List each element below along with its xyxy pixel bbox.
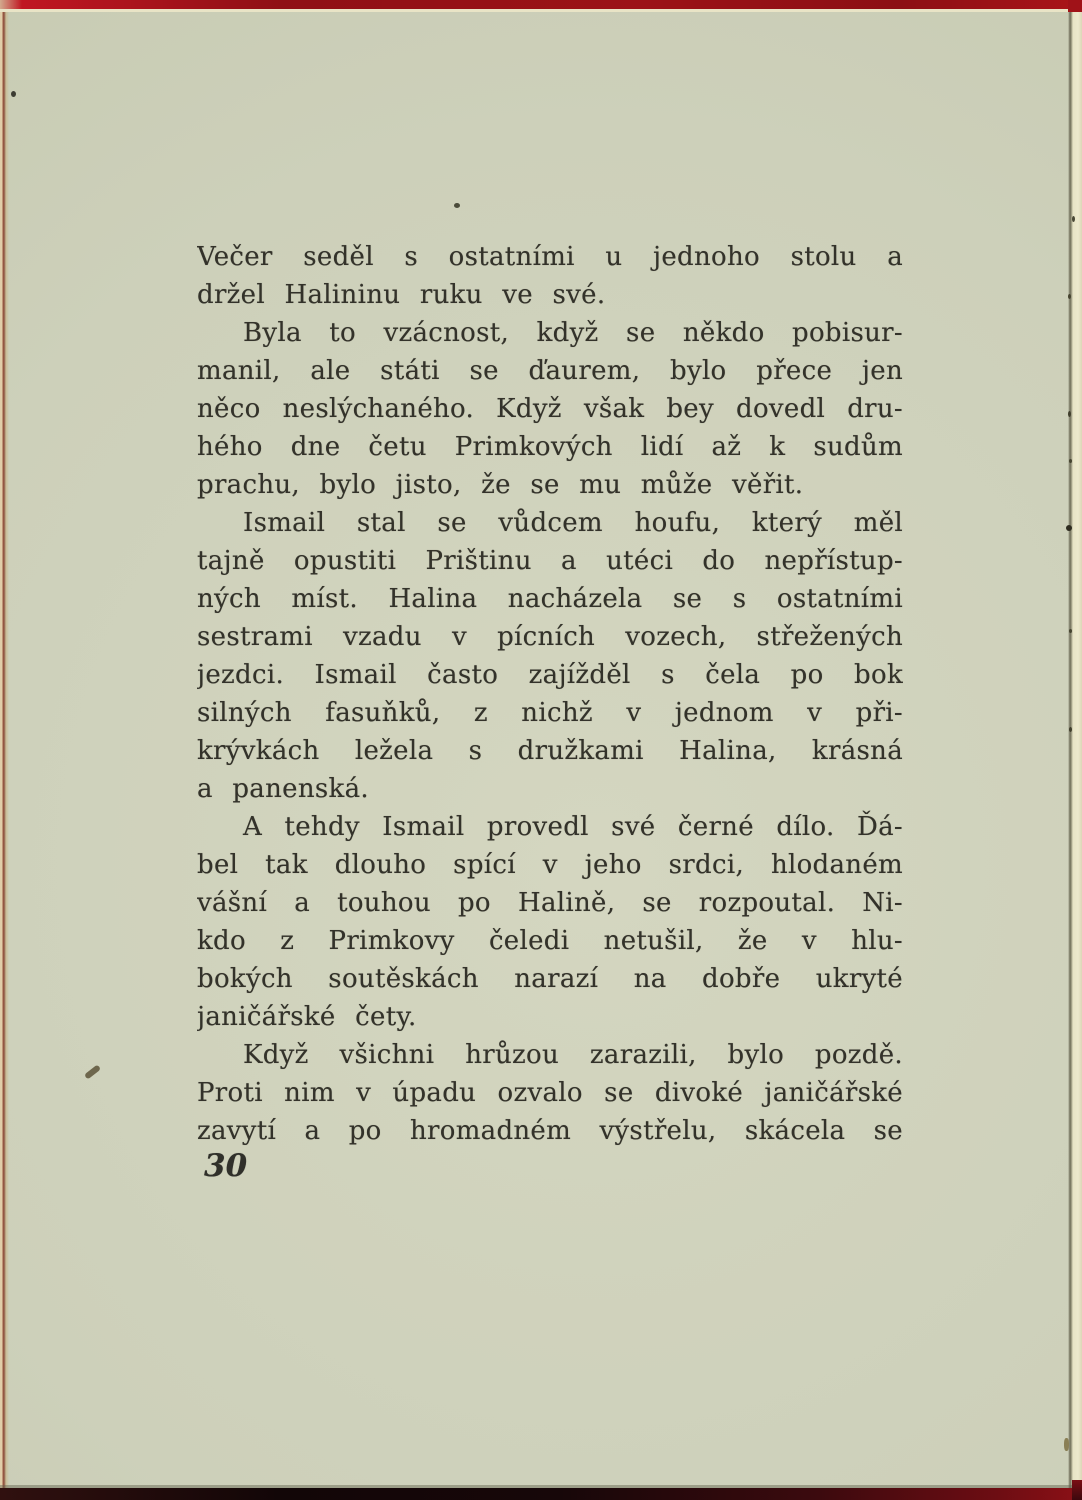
page-edge-speck xyxy=(1068,294,1071,299)
text-line: Ismail stal se vůdcem houfu, který měl xyxy=(243,508,903,538)
page-edge-speck xyxy=(1066,525,1072,531)
ink-speck xyxy=(11,91,16,97)
text-line: ných míst. Halina nacházela se s ostatními xyxy=(197,584,903,614)
text-line: vášní a touhou po Halině, se rozpoutal. Ni- xyxy=(197,888,903,918)
page-edge-speck xyxy=(1068,411,1071,417)
text-line: krývkách ležela s družkami Halina, krásná xyxy=(197,736,903,766)
text-line: Proti nim v úpadu ozvalo se divoké janičářské xyxy=(197,1078,903,1108)
page-text-block xyxy=(197,238,903,1150)
book-cover-bottom-edge xyxy=(0,1488,1082,1500)
text-line: janičářské čety. xyxy=(197,1002,417,1032)
text-line: bokých soutěskách narazí na dobře ukryté xyxy=(197,964,903,994)
text-line: Večer seděl s ostatními u jednoho stolu a xyxy=(197,242,903,272)
page-edge-speck xyxy=(1069,459,1072,463)
page-number: 30 xyxy=(204,1148,248,1184)
ink-speck xyxy=(454,203,460,208)
text-line: manil, ale státi se ďaurem, bylo přece jen xyxy=(197,356,903,386)
text-line: kdo z Primkovy čeledi netušil, že v hlu- xyxy=(197,926,903,956)
text-line: a panenská. xyxy=(197,774,369,804)
page-edge-speck xyxy=(1069,629,1072,633)
book-cover-corner-top-right xyxy=(1068,0,1082,12)
page-edge-speck xyxy=(1069,727,1072,732)
text-line: něco neslýchaného. Když však bey dovedl dru- xyxy=(197,394,903,424)
text-line: bel tak dlouho spící v jeho srdci, hlodaném xyxy=(197,850,903,880)
text-line: hého dne četu Primkových lidí až k sudům xyxy=(197,432,903,462)
pen-mark-artifact xyxy=(84,1064,101,1079)
book-cover-corner-bottom-right xyxy=(1072,1480,1082,1500)
text-line: Byla to vzácnost, když se někdo pobisur- xyxy=(243,318,903,348)
text-line: A tehdy Ismail provedl své černé dílo. Ďá- xyxy=(243,812,903,842)
text-line: prachu, bylo jisto, že se mu může věřit. xyxy=(197,470,804,500)
text-line: tajně opustiti Prištinu a utéci do nepřístup- xyxy=(197,546,903,576)
page-edge-speck xyxy=(1072,216,1075,222)
text-line: Když všichni hrůzou zarazili, bylo pozdě. xyxy=(243,1040,903,1070)
text-line: silných fasuňků, z nichž v jednom v při- xyxy=(197,698,903,728)
text-line: jezdci. Ismail často zajížděl s čela po bok xyxy=(197,660,903,690)
page-edge-speck xyxy=(1064,1438,1069,1451)
text-line: sestrami vzadu v pícních vozech, střežených xyxy=(197,622,903,652)
page-gutter-left-edge xyxy=(0,0,9,1500)
text-line: zavytí a po hromadném výstřelu, skácela se xyxy=(197,1116,903,1146)
page-fore-edge-right xyxy=(1068,0,1082,1500)
page-top-edge-highlight xyxy=(0,9,1072,12)
text-line: držel Halininu ruku ve své. xyxy=(197,280,606,310)
book-cover-top-edge xyxy=(0,0,1082,9)
